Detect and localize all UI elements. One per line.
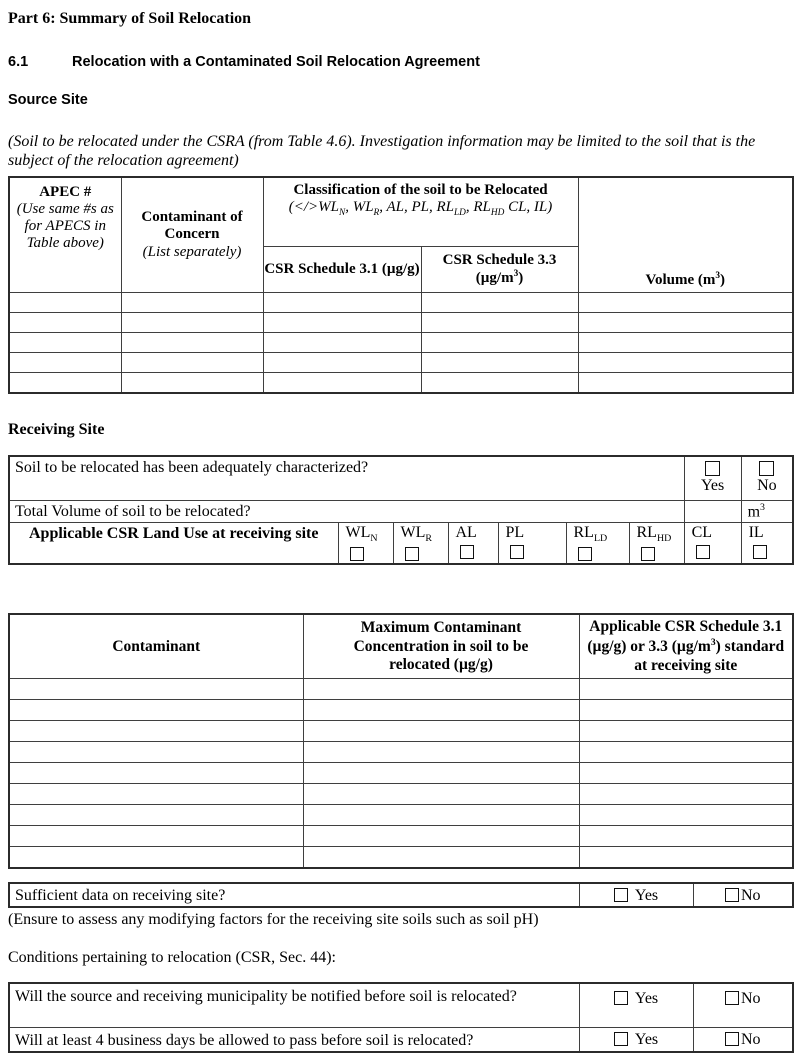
- concentration-cell[interactable]: [303, 784, 579, 805]
- wlr-checkbox[interactable]: [405, 547, 419, 561]
- rlhd-label: $RL_{HD}$: [636, 523, 672, 544]
- conditions-heading: Conditions pertaining to relocation (CSR, Sec. 44):: [8, 949, 336, 967]
- condition-1-no-checkbox[interactable]: [725, 991, 739, 1005]
- characterized-no-checkbox[interactable]: [759, 461, 774, 476]
- sufficient-no-checkbox[interactable]: [725, 888, 739, 902]
- characterized-yes-checkbox[interactable]: [705, 461, 720, 476]
- classification-header-title: Classification of the soil to be Relocated: [293, 181, 548, 198]
- il-checkbox[interactable]: [753, 545, 767, 559]
- no-label: No: [740, 990, 761, 1008]
- concentration-cell[interactable]: [303, 805, 579, 826]
- source-table-cell[interactable]: [578, 333, 793, 353]
- source-table-cell[interactable]: [121, 373, 263, 394]
- land-use-rlld: [566, 522, 629, 564]
- section-title: Relocation with a Contaminated Soil Relocation Agreement: [72, 54, 480, 70]
- concentration-cell[interactable]: [303, 700, 579, 721]
- classification-header: [263, 177, 578, 247]
- source-table-cell[interactable]: [578, 293, 793, 313]
- land-use-label: Applicable CSR Land Use at receiving site: [9, 522, 338, 564]
- apec-header: [9, 177, 121, 293]
- cl-label: CL: [691, 523, 713, 541]
- contaminant-table-row: [9, 826, 793, 847]
- wln-label: $WL_N$: [345, 523, 378, 544]
- source-intro-note: (Soil to be relocated under the CSRA (from Table 4.6). Investigation information may be limited to the soil that is the subject of the relocation agreement): [8, 133, 756, 169]
- rlld-checkbox[interactable]: [578, 547, 592, 561]
- concentration-cell[interactable]: [303, 826, 579, 847]
- standard-cell[interactable]: [579, 721, 793, 742]
- characterized-no-cell: [741, 456, 793, 500]
- section-heading: [8, 54, 792, 70]
- sufficient-data-question: Sufficient data on receiving site?: [9, 883, 579, 907]
- volume-unit: $m^3$: [741, 500, 793, 522]
- wln-checkbox[interactable]: [350, 547, 364, 561]
- contaminant-table-row: [9, 763, 793, 784]
- source-table-cell[interactable]: [9, 353, 121, 373]
- standard-cell[interactable]: [579, 847, 793, 869]
- condition-2-no-checkbox[interactable]: [725, 1032, 739, 1046]
- land-use-il: [741, 522, 793, 564]
- total-volume-value-cell[interactable]: [684, 500, 741, 522]
- contaminant-table-row: [9, 679, 793, 700]
- total-volume-question: Total Volume of soil to be relocated?: [9, 500, 684, 522]
- al-label: AL: [455, 523, 477, 541]
- contaminant-cell[interactable]: [9, 847, 303, 869]
- source-table-row: [9, 373, 793, 394]
- source-table-cell[interactable]: [9, 333, 121, 353]
- condition-question: Will the source and receiving municipality be notified before soil is relocated?: [9, 983, 579, 1027]
- standard-cell[interactable]: [579, 805, 793, 826]
- source-table-cell[interactable]: [578, 313, 793, 333]
- characterized-question: Soil to be relocated has been adequately characterized?: [9, 456, 684, 500]
- source-table: [8, 176, 794, 395]
- source-table-cell[interactable]: [263, 333, 421, 353]
- source-table-cell[interactable]: [263, 313, 421, 333]
- condition-2-yes-checkbox[interactable]: [614, 1032, 628, 1046]
- standard-cell[interactable]: [579, 826, 793, 847]
- receiving-site-heading: Receiving Site: [8, 421, 105, 439]
- source-table-cell[interactable]: [121, 313, 263, 333]
- source-table-cell[interactable]: [9, 373, 121, 394]
- source-table-cell[interactable]: [263, 373, 421, 394]
- no-label: No: [757, 477, 777, 495]
- contaminant-cell[interactable]: [9, 805, 303, 826]
- condition-2-no-cell: [693, 1027, 793, 1052]
- source-table-cell[interactable]: [9, 313, 121, 333]
- source-table-row: [9, 353, 793, 373]
- apec-header-title: APEC #: [39, 183, 92, 200]
- al-checkbox[interactable]: [460, 545, 474, 559]
- schedule-33-header: CSR Schedule 3.3 $(\mu g/m^3)$: [421, 247, 578, 293]
- pl-label: PL: [505, 523, 525, 541]
- contaminant-table-row: [9, 700, 793, 721]
- condition-1-no-cell: [693, 983, 793, 1027]
- rlhd-checkbox[interactable]: [641, 547, 655, 561]
- apec-header-note: (Use same #s as for APECS in Table above): [16, 200, 114, 252]
- contaminant-cell[interactable]: [9, 763, 303, 784]
- concentration-cell[interactable]: [303, 763, 579, 784]
- source-table-cell[interactable]: [421, 293, 578, 313]
- section-number: 6.1: [8, 54, 29, 70]
- ensure-note: (Ensure to assess any modifying factors for the receiving site soils such as soil pH): [8, 911, 539, 929]
- standard-cell[interactable]: [579, 700, 793, 721]
- concentration-cell[interactable]: [303, 679, 579, 700]
- source-site-heading: Source Site: [8, 92, 88, 108]
- no-label: No: [740, 1030, 761, 1048]
- schedule-31-header: CSR Schedule 3.1 (µg/g): [263, 247, 421, 293]
- source-table-row: [9, 293, 793, 313]
- concentration-cell[interactable]: [303, 847, 579, 869]
- yes-label: Yes: [634, 886, 659, 904]
- source-table-cell[interactable]: [121, 353, 263, 373]
- source-table-cell[interactable]: [263, 293, 421, 313]
- condition-2-yes-cell: [579, 1027, 693, 1052]
- source-table-row: [9, 333, 793, 353]
- contaminant-header-note: (List separately): [142, 243, 242, 260]
- concentration-cell[interactable]: [303, 742, 579, 763]
- contaminant-cell[interactable]: [9, 700, 303, 721]
- yes-label: Yes: [700, 477, 725, 495]
- rlld-label: $RL_{LD}$: [573, 523, 608, 544]
- schedule-standard-column-header: Applicable CSR Schedule 3.1 (µg/g) or 3.3 $(\mu g/m^3)$ standard at receiving site: [579, 614, 793, 678]
- land-use-al: [448, 522, 498, 564]
- cl-checkbox[interactable]: [696, 545, 710, 559]
- land-use-wlr: [393, 522, 448, 564]
- source-table-cell[interactable]: [421, 353, 578, 373]
- contaminant-cell[interactable]: [9, 784, 303, 805]
- land-use-cl: [684, 522, 741, 564]
- condition-1-yes-checkbox[interactable]: [614, 991, 628, 1005]
- source-table-cell[interactable]: [263, 353, 421, 373]
- source-table-cell[interactable]: [421, 313, 578, 333]
- no-label: No: [740, 886, 761, 904]
- contaminant-cell[interactable]: [9, 721, 303, 742]
- standard-cell[interactable]: [579, 784, 793, 805]
- land-use-pl: [498, 522, 566, 564]
- sufficient-data-table: [8, 882, 794, 908]
- contaminant-table-row: [9, 742, 793, 763]
- pl-checkbox[interactable]: [510, 545, 524, 559]
- sufficient-yes-checkbox[interactable]: [614, 888, 628, 902]
- volume-header: Volume $(m^3)$: [578, 177, 793, 293]
- contaminant-table-row: [9, 784, 793, 805]
- conditions-table: [8, 982, 794, 1053]
- contaminant-cell[interactable]: [9, 826, 303, 847]
- source-table-cell[interactable]: [121, 293, 263, 313]
- part-title: Part 6: Summary of Soil Relocation: [8, 10, 252, 27]
- il-label: IL: [748, 523, 764, 541]
- receiving-table: [8, 455, 794, 565]
- sufficient-yes-cell: [579, 883, 693, 907]
- contaminant-header-title: Contaminant of Concern: [141, 209, 243, 243]
- standard-cell[interactable]: [579, 763, 793, 784]
- contaminant-table-row: [9, 847, 793, 869]
- standard-cell[interactable]: [579, 742, 793, 763]
- yes-label: Yes: [634, 1030, 659, 1048]
- land-use-rlhd: [629, 522, 684, 564]
- max-concentration-column-header: Maximum Contaminant Concentration in soil to be relocated (µg/g): [303, 614, 579, 678]
- contaminant-table-row: [9, 721, 793, 742]
- sufficient-no-cell: [693, 883, 793, 907]
- contaminant-cell[interactable]: [9, 742, 303, 763]
- source-table-cell[interactable]: [421, 333, 578, 353]
- condition-question: Will at least 4 business days be allowed to pass before soil is relocated?: [9, 1027, 579, 1052]
- classification-header-note: ($</>WL_N$, $WL_R$, AL, PL, $RL_{LD}$, $RL_{HD}$ CL, IL): [288, 198, 553, 218]
- contaminant-table: [8, 613, 794, 869]
- concentration-cell[interactable]: [303, 721, 579, 742]
- source-table-row: [9, 313, 793, 333]
- source-table-cell[interactable]: [121, 333, 263, 353]
- source-table-cell[interactable]: [9, 293, 121, 313]
- condition-1-yes-cell: [579, 983, 693, 1027]
- source-table-cell[interactable]: [421, 373, 578, 394]
- wlr-label: $WL_R$: [400, 523, 432, 544]
- contaminant-table-row: [9, 805, 793, 826]
- contaminant-cell[interactable]: [9, 679, 303, 700]
- land-use-wln: [338, 522, 393, 564]
- characterized-yes-cell: [684, 456, 741, 500]
- yes-label: Yes: [634, 990, 659, 1008]
- contaminant-column-header: Contaminant: [9, 614, 303, 678]
- standard-cell[interactable]: [579, 679, 793, 700]
- source-table-cell[interactable]: [578, 373, 793, 394]
- contaminant-header: [121, 177, 263, 293]
- source-table-cell[interactable]: [578, 353, 793, 373]
